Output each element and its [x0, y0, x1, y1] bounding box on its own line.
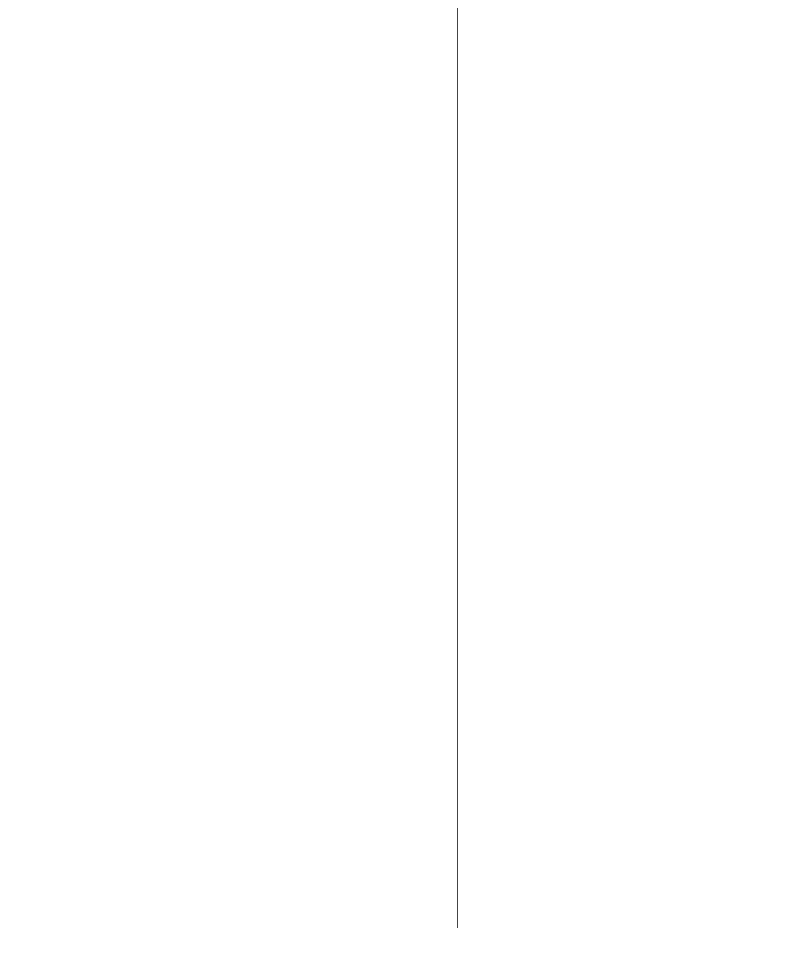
column-divider — [457, 8, 458, 928]
